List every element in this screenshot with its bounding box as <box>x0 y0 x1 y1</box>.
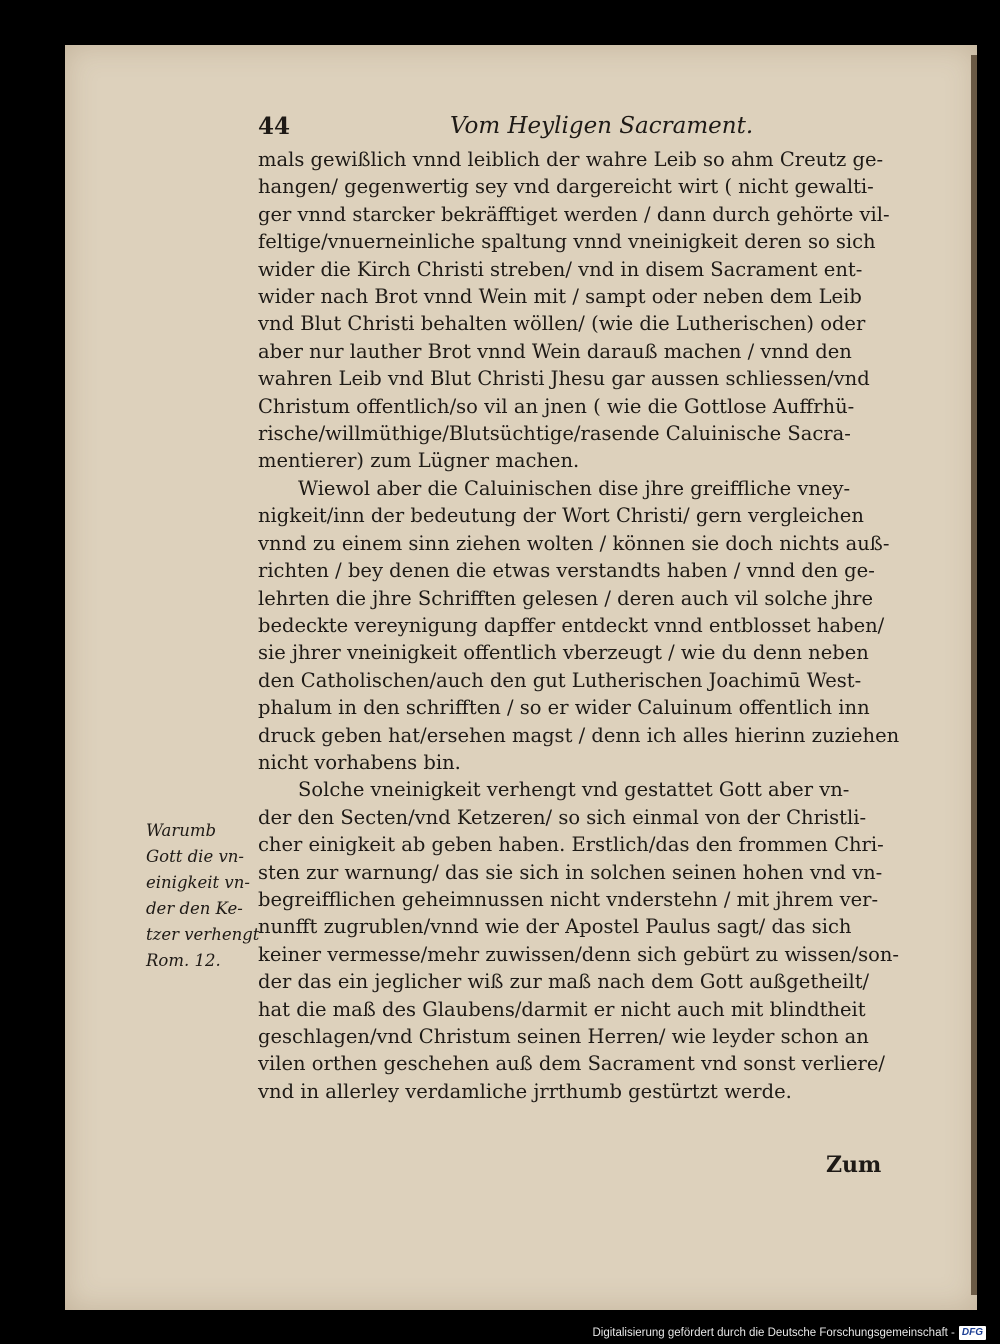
running-title: Vom Heyligen Sacrament. <box>450 113 754 139</box>
catchword: Zum <box>826 1152 882 1178</box>
text-line: mals gewißlich vnnd leiblich der wahre Leib so ahm Creutz ge- <box>258 148 884 171</box>
text-line: geschlagen/vnd Christum seinen Herren/ wie leyder schon an <box>258 1025 869 1048</box>
text-line: sie jhrer vneinigkeit offentlich vberzeugt / wie du denn neben <box>258 641 869 665</box>
margin-note-line: Warumb <box>146 821 217 840</box>
text-line: lehrten die jhre Schrifften gelesen / deren auch vil solche jhre <box>258 586 874 610</box>
margin-note-line: einigkeit vn- <box>146 873 250 892</box>
margin-note-line: tzer verhengt <box>146 925 260 944</box>
text-line: der das ein jeglicher wiß zur maß nach dem Gott außgetheilt/ <box>258 970 870 994</box>
text-line: wahren Leib vnd Blut Christi Jhesu gar aussen schliessen/vnd <box>258 367 870 391</box>
text-line: phalum in den schrifften / so er wider Caluinum offentlich inn <box>258 696 870 720</box>
text-line: cher einigkeit ab geben haben. Erstlich/das den frommen Chri- <box>258 833 884 857</box>
body-text <box>258 146 898 1105</box>
text-line: nigkeit/inn der bedeutung der Wort Christi/ gern vergleichen <box>258 504 864 528</box>
text-line: bedeckte vereynigung dapffer entdeckt vnnd entblosset haben/ <box>258 613 885 637</box>
text-line: druck geben hat/ersehen magst / denn ich alles hierinn zuziehen <box>258 723 900 747</box>
text-line: den Catholischen/auch den gut Lutherischen Joachimū West- <box>258 668 862 692</box>
page-number: 44 <box>258 113 291 140</box>
margin-note-line: Gott die vn- <box>146 847 244 866</box>
text-line: richten / bey denen die etwas verstandts haben / vnnd den ge- <box>258 559 875 583</box>
text-line: Christum offentlich/so vil an jnen ( wie die Gottlose Auffrhü- <box>258 394 855 418</box>
text-line: vnnd zu einem sinn ziehen wolten / können sie doch nichts auß- <box>258 531 890 555</box>
margin-note-line: Rom. 12. <box>146 951 221 970</box>
text-line: hangen/ gegenwertig sey vnd dargereicht wirt ( nicht gewalti- <box>258 175 874 199</box>
paragraph-start-line: Solche vneinigkeit verhengt vnd gestattet Gott aber vn- <box>298 778 850 802</box>
text-line: wider die Kirch Christi streben/ vnd in disem Sacrament ent- <box>258 257 863 281</box>
margin-note <box>146 818 258 974</box>
text-line: vilen orthen geschehen auß dem Sacrament vnd sonst verliere/ <box>258 1052 885 1076</box>
text-line: ger vnnd starcker bekräfftiget werden / dann durch gehörte vil- <box>258 202 890 226</box>
text-line: vnd in allerley verdamliche jrrthumb gestürtzt werde. <box>258 1079 792 1103</box>
text-line: mentierer) zum Lügner machen. <box>258 449 580 473</box>
text-line: aber nur lauther Brot vnnd Wein darauß machen / vnnd den <box>258 339 852 363</box>
dfg-logo: DFG <box>959 1326 986 1340</box>
page-edge <box>971 55 977 1295</box>
text-line: nunfft zugrublen/vnnd wie der Apostel Paulus sagt/ das sich <box>258 915 852 939</box>
page-header <box>258 113 898 147</box>
text-line: nicht vorhabens bin. <box>258 750 461 774</box>
paragraph-start-line: Wiewol aber die Caluinischen dise jhre greiffliche vney- <box>298 476 851 500</box>
footer-text: Digitalisierung gefördert durch die Deutsche Forschungsgemeinschaft - <box>592 1327 955 1339</box>
text-line: hat die maß des Glaubens/darmit er nicht auch mit blindtheit <box>258 997 866 1021</box>
text-line: der den Secten/vnd Ketzeren/ so sich einmal von der Christli- <box>258 805 867 829</box>
footer <box>592 1324 986 1342</box>
text-line: sten zur warnung/ das sie sich in solchen seinen hohen vnd vn- <box>258 860 883 884</box>
text-line: feltige/vnuerneinliche spaltung vnnd vneinigkeit deren so sich <box>258 230 876 254</box>
text-line: begreifflichen geheimnussen nicht vnderstehn / mit jhrem ver- <box>258 887 879 911</box>
text-line: keiner vermesse/mehr zuwissen/denn sich gebürt zu wissen/son- <box>258 942 900 966</box>
text-line: wider nach Brot vnnd Wein mit / sampt oder neben dem Leib <box>258 285 862 309</box>
text-line: rische/willmüthige/Blutsüchtige/rasende Caluinische Sacra- <box>258 422 851 446</box>
margin-note-line: der den Ke- <box>146 899 243 918</box>
text-line: vnd Blut Christi behalten wöllen/ (wie die Lutherischen) oder <box>258 312 866 336</box>
